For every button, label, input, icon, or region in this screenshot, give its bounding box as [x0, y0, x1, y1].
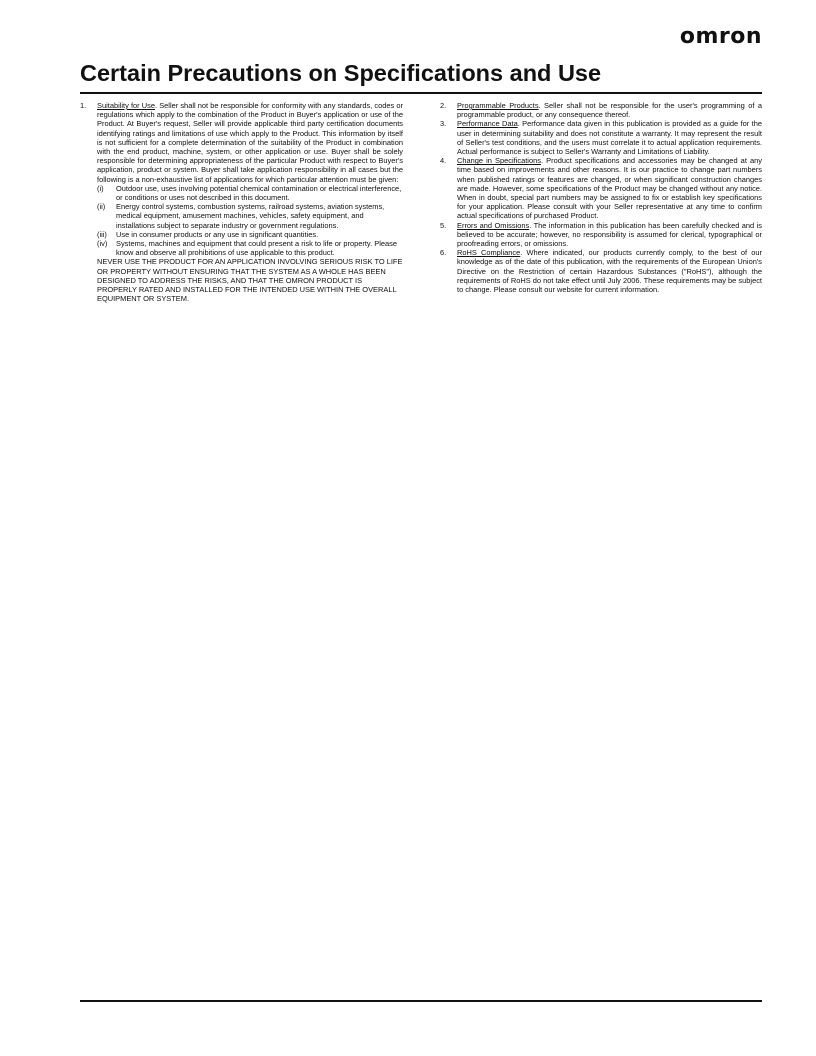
left-column [80, 101, 403, 303]
omron-logo: omron [679, 24, 762, 49]
precaution-item-suitability [80, 101, 403, 184]
item-number: 5. [440, 220, 447, 230]
subitem-text: Use in consumer products or any use in significant quantities. [116, 229, 319, 239]
subitem-ii [97, 202, 403, 230]
subitem-iv [97, 239, 403, 257]
item-body: . Where indicated, our products currently comply, to the best of our knowledge as of the date of this publication, with the requirements of the European Union's Directive on the Restriction of certain Hazardous Substances ("RoHS"), although the requirements of RoHS do not take effect until July 2006. These requirements may be subject to change. Please consult our website for current information. [457, 248, 762, 295]
warning-text: NEVER USE THE PRODUCT FOR AN APPLICATION INVOLVING SERIOUS RISK TO LIFE OR PROPERTY WITHOUT ENSURING THAT THE SYSTEM AS A WHOLE HAS BEEN DESIGNED TO ADDRESS THE RISKS, AND THAT THE OMRON PRODUCT IS PROPERLY RATED AND INSTALLED FOR THE INTENDED USE WITHIN THE OVERALL EQUIPMENT OR SYSTEM. [97, 257, 403, 304]
item-body: . The information in this publication has been carefully checked and is believed to be accurate; however, no responsibility is assumed for clerical, typographical or proofreading errors, or omissions. [457, 220, 762, 249]
item-heading: Programmable Products [457, 101, 539, 110]
item-heading: Change in Specifications [457, 156, 541, 166]
footer-rule [80, 1000, 762, 1002]
item-heading: Performance Data [457, 119, 518, 129]
subitem-numeral: (ii) [97, 202, 106, 212]
subitem-text: Outdoor use, uses involving potential chemical contamination or electrical interference, or conditions or uses not described in this document. [116, 183, 402, 203]
item-heading: RoHS Compliance [457, 248, 521, 258]
page-title: Certain Precautions on Specifications and Use [80, 60, 602, 86]
item-number: 4. [440, 156, 447, 166]
item-body: . Seller shall not be responsible for the user's programming of a programmable product, or any consequence thereof. [457, 101, 762, 120]
precaution-item-performance [440, 119, 762, 156]
title-rule [80, 92, 762, 94]
subitem-text: Systems, machines and equipment that could present a risk to life or property. Please know and observe all prohibitions of use applicable to this product. [116, 239, 397, 258]
item-heading: Suitability for Use [97, 101, 155, 110]
item-heading: Errors and Omissions [457, 220, 530, 230]
item-body: . Product specifications and accessories may be changed at any time based on improvements and other reasons. It is our practice to change part numbers when published ratings or features are changed, or when significant construction changes are made. However, some specifications of the Product may be changed without any notice. When in doubt, special part numbers may be assigned to fix or establish key specifications for your application. Please consult with your Seller representative at any time to confirm actual specifications of purchased Product. [457, 156, 762, 221]
item-number: 6. [440, 248, 447, 258]
subitem-numeral: (iv) [97, 239, 108, 249]
subitem-list [97, 184, 403, 304]
subitem-numeral: (iii) [97, 229, 107, 239]
subitem-numeral: (i) [97, 183, 104, 193]
item-body: . Performance data given in this publication is provided as a guide for the user in determining suitability and does not constitute a warranty. It may represent the result of Seller's test conditions, and the users must correlate it to actual application requirements. Actual performance is subject to Seller's Warranty and Limitations of Liability. [457, 119, 762, 157]
precaution-item-errors [440, 221, 762, 249]
precaution-item-specifications [440, 156, 762, 220]
item-number: 3. [440, 119, 447, 129]
precaution-item-rohs [440, 248, 762, 294]
subitem-text: Energy control systems, combustion systems, railroad systems, aviation systems, medical equipment, amusement machines, vehicles, safety equipment, and installations subject to separate industry or government regulations. [116, 202, 385, 230]
right-column [440, 101, 762, 294]
subitem-iii [97, 230, 403, 239]
precaution-item-programmable [440, 101, 762, 119]
item-body: . Seller shall not be responsible for conformity with any standards, codes or regulations which apply to the combination of the Product in Buyer's application or use of the Product. At Buyer's request, Seller will provide applicable third party certification documents identifying ratings and limitations of use which apply to the Product. This information by itself is not sufficient for a complete determination of the suitability of the Product in combination with the end product, machine, system, or other application or use. Buyer shall be solely responsible for determining appropriateness of the particular Product with respect to Buyer's application, product or system. Buyer shall take application responsibility in all cases but the following is a non-exhaustive list of applications for which particular attention must be given: [97, 101, 403, 184]
item-number: 1. [80, 101, 87, 110]
item-number: 2. [440, 101, 447, 110]
subitem-i [97, 184, 403, 202]
application-list [80, 184, 403, 304]
